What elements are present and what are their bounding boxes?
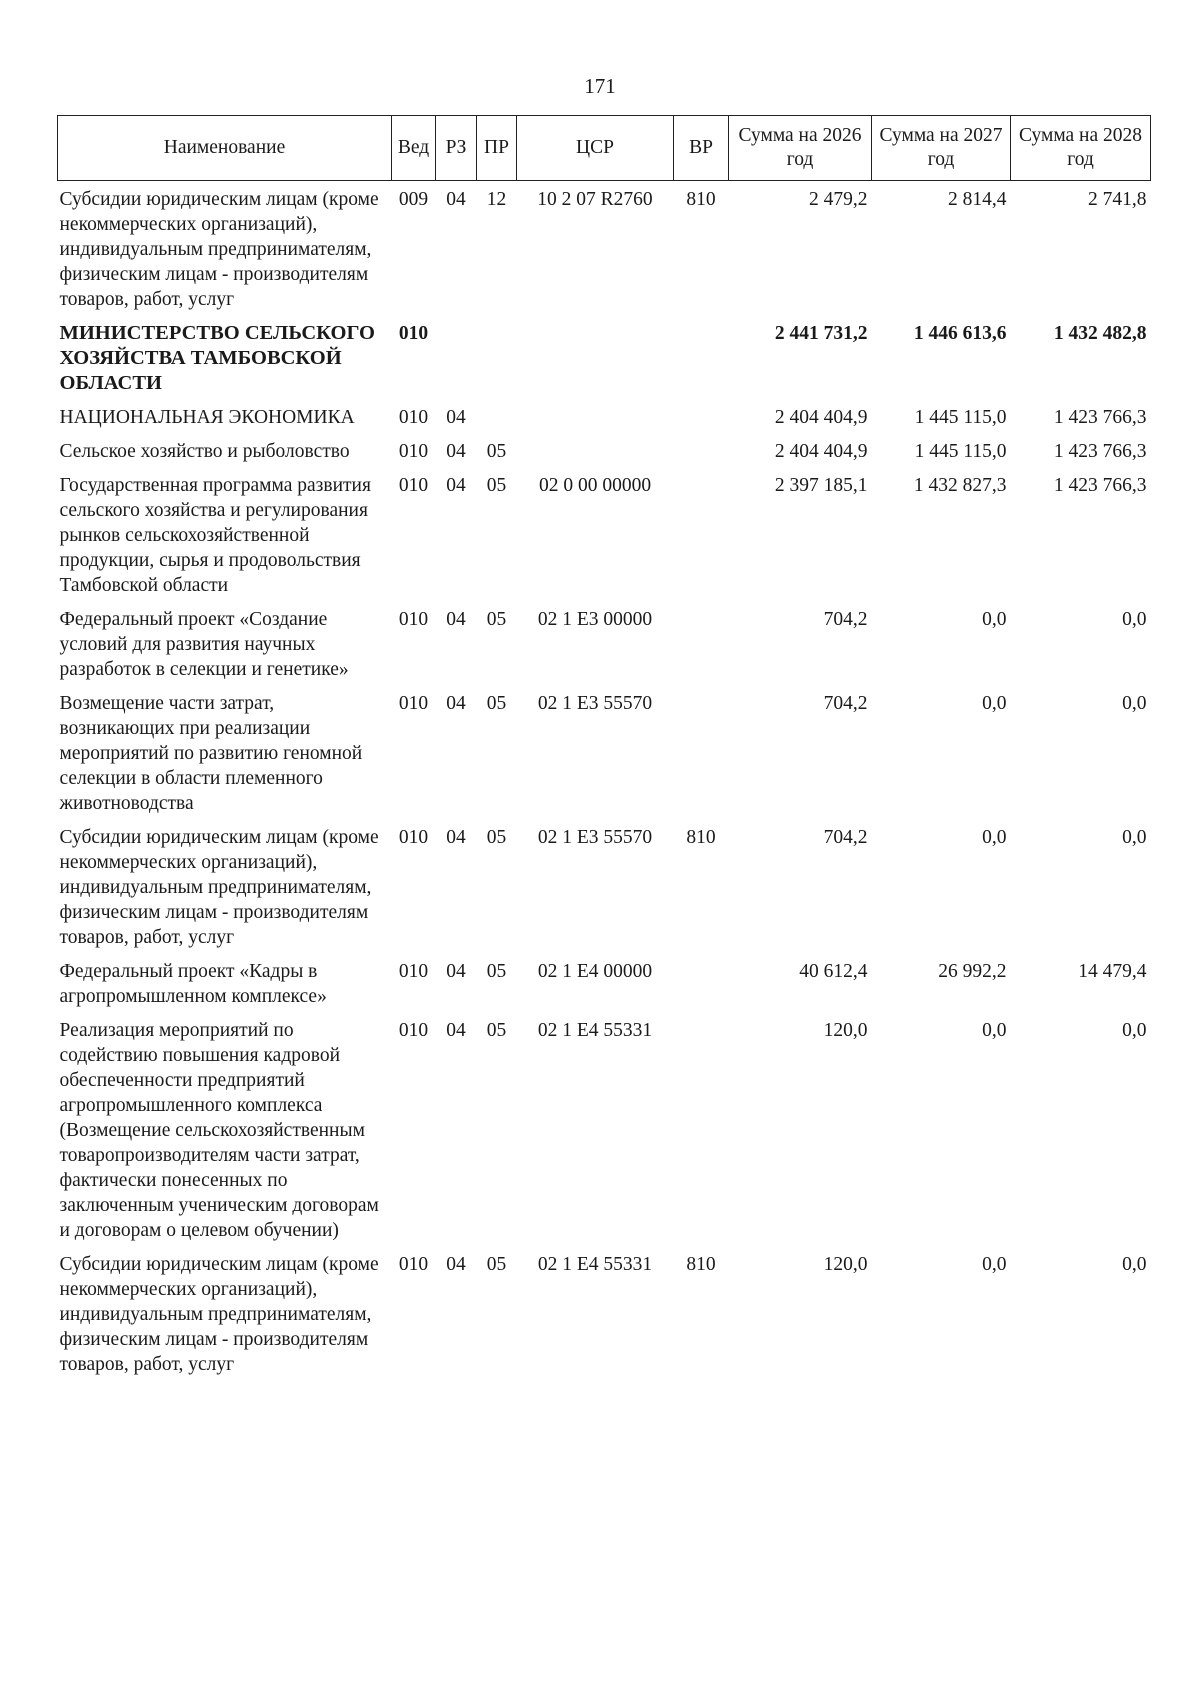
cell-rz: 04	[446, 475, 466, 496]
table-row	[58, 315, 1151, 399]
cell-rz: 04	[446, 189, 466, 210]
cell-name: Возмещение части затрат, возникающих при реализации мероприятий по развитию геномной селекции в области племенного животноводства	[59, 693, 363, 814]
table-row	[58, 953, 1151, 1012]
cell-sum-2027: 2 814,4	[948, 189, 1007, 210]
cell-vr	[674, 315, 729, 399]
header-sum-2026: Сумма на 2026 год	[729, 116, 872, 181]
cell-pr: 05	[486, 827, 507, 848]
cell-pr: 05	[486, 609, 507, 630]
cell-ved: 010	[398, 407, 429, 428]
cell-csr: 02 1 Е3 00000	[537, 609, 653, 630]
cell-sum-2028: 0,0	[1122, 609, 1147, 630]
cell-ved: 010	[398, 609, 429, 630]
table-row	[58, 819, 1151, 953]
cell-rz: 04	[446, 441, 466, 462]
cell-csr: 02 1 Е3 55570	[537, 693, 653, 714]
cell-ved: 010	[398, 961, 429, 982]
table-row	[58, 467, 1151, 601]
cell-rz	[436, 315, 477, 399]
cell-pr: 05	[486, 441, 507, 462]
cell-pr	[477, 315, 517, 399]
cell-vr	[674, 685, 729, 819]
cell-sum-2027: 1 445 115,0	[914, 407, 1007, 428]
cell-name: МИНИСТЕРСТВО СЕЛЬСКОГО ХОЗЯЙСТВА ТАМБОВСКОЙ ОБЛАСТИ	[59, 322, 375, 394]
table-row	[58, 1012, 1151, 1246]
cell-csr: 10 2 07 R2760	[537, 189, 653, 210]
cell-ved: 010	[398, 693, 429, 714]
cell-csr	[517, 399, 674, 433]
table-row	[58, 433, 1151, 467]
cell-sum-2028: 0,0	[1122, 827, 1147, 848]
cell-rz: 04	[446, 827, 466, 848]
header-name: Наименование	[58, 116, 392, 181]
cell-vr	[674, 467, 729, 601]
cell-sum-2026: 2 404 404,9	[774, 407, 868, 428]
table-header	[58, 116, 1151, 181]
cell-sum-2026: 704,2	[823, 827, 868, 848]
cell-name: Сельское хозяйство и рыболовство	[59, 441, 350, 462]
cell-sum-2027: 1 445 115,0	[914, 441, 1007, 462]
header-sum-2027: Сумма на 2027 год	[872, 116, 1011, 181]
cell-ved: 010	[398, 441, 429, 462]
cell-name: Федеральный проект «Кадры в агропромышленном комплексе»	[59, 961, 327, 1007]
cell-sum-2027: 26 992,2	[938, 961, 1007, 982]
cell-sum-2028: 14 479,4	[1078, 961, 1147, 982]
cell-sum-2026: 40 612,4	[799, 961, 868, 982]
cell-vr	[674, 399, 729, 433]
cell-csr: 02 1 Е4 00000	[537, 961, 653, 982]
header-vr: ВР	[674, 116, 729, 181]
header-rz: РЗ	[436, 116, 477, 181]
cell-sum-2027: 0,0	[982, 693, 1007, 714]
cell-vr	[674, 433, 729, 467]
cell-name: Субсидии юридическим лицам (кроме некоммерческих организаций), индивидуальным предпринимателям, физическим лицам - производителям товаров, работ, услуг	[59, 827, 379, 948]
cell-sum-2027: 1 446 613,6	[913, 323, 1007, 344]
cell-vr: 810	[686, 189, 716, 210]
cell-sum-2026: 120,0	[823, 1020, 868, 1041]
cell-ved: 010	[398, 1020, 429, 1041]
cell-sum-2028: 2 741,8	[1088, 189, 1147, 210]
cell-sum-2027: 0,0	[982, 827, 1007, 848]
table-body	[58, 181, 1151, 1381]
cell-pr	[477, 399, 517, 433]
budget-table	[57, 115, 1151, 1380]
cell-sum-2027: 1 432 827,3	[913, 475, 1007, 496]
cell-ved: 010	[398, 1254, 429, 1275]
cell-sum-2028: 0,0	[1122, 1020, 1147, 1041]
cell-name: НАЦИОНАЛЬНАЯ ЭКОНОМИКА	[59, 407, 355, 428]
cell-sum-2026: 120,0	[823, 1254, 868, 1275]
cell-sum-2027: 0,0	[982, 1254, 1007, 1275]
cell-sum-2028: 1 423 766,3	[1053, 407, 1147, 428]
header-ved: Вед	[392, 116, 436, 181]
cell-ved: 010	[398, 323, 429, 344]
cell-name: Реализация мероприятий по содействию повышения кадровой обеспеченности предприятий агропромышленного комплекса (Возмещение сельскохозяйственным товаропроизводителям части затрат, фактически понесенных по заключенным ученическим договорам и договорам о целевом обучении)	[59, 1020, 379, 1241]
cell-vr: 810	[686, 827, 716, 848]
cell-vr	[674, 953, 729, 1012]
table-row	[58, 181, 1151, 316]
cell-pr: 05	[486, 1020, 507, 1041]
cell-sum-2026: 2 479,2	[809, 189, 868, 210]
cell-vr: 810	[686, 1254, 716, 1275]
cell-name: Субсидии юридическим лицам (кроме некоммерческих организаций), индивидуальным предпринимателям, физическим лицам - производителям товаров, работ, услуг	[59, 1254, 379, 1375]
cell-name: Федеральный проект «Создание условий для развития научных разработок в селекции и генетике»	[59, 609, 349, 680]
cell-csr: 02 1 Е4 55331	[537, 1254, 653, 1275]
table-row	[58, 399, 1151, 433]
cell-rz: 04	[446, 407, 466, 428]
cell-ved: 009	[398, 189, 429, 210]
cell-pr: 05	[486, 475, 507, 496]
header-sum-2028: Сумма на 2028 год	[1011, 116, 1151, 181]
header-csr: ЦСР	[517, 116, 674, 181]
cell-rz: 04	[446, 961, 466, 982]
cell-sum-2028: 1 423 766,3	[1053, 475, 1147, 496]
page-number: 171	[584, 74, 616, 98]
cell-name: Государственная программа развития сельского хозяйства и регулирования рынков сельскохозяйственной продукции, сырья и продовольствия Тамбовской области	[59, 475, 371, 596]
cell-ved: 010	[398, 475, 429, 496]
table-row	[58, 1246, 1151, 1380]
cell-sum-2027: 0,0	[982, 609, 1007, 630]
cell-vr	[674, 1012, 729, 1246]
cell-sum-2026: 2 404 404,9	[774, 441, 868, 462]
table-row	[58, 685, 1151, 819]
cell-pr: 05	[486, 1254, 507, 1275]
cell-sum-2028: 0,0	[1122, 693, 1147, 714]
cell-pr: 05	[486, 693, 507, 714]
cell-sum-2028: 1 432 482,8	[1053, 323, 1147, 344]
cell-sum-2026: 704,2	[823, 609, 868, 630]
header-pr: ПР	[477, 116, 517, 181]
cell-csr: 02 0 00 00000	[538, 475, 652, 496]
cell-ved: 010	[398, 827, 429, 848]
cell-sum-2028: 0,0	[1122, 1254, 1147, 1275]
cell-csr	[517, 315, 674, 399]
cell-csr	[517, 433, 674, 467]
table-row	[58, 601, 1151, 685]
cell-sum-2026: 704,2	[823, 693, 868, 714]
cell-pr: 12	[486, 189, 507, 210]
cell-vr	[674, 601, 729, 685]
cell-csr: 02 1 Е3 55570	[537, 827, 653, 848]
cell-csr: 02 1 Е4 55331	[537, 1020, 653, 1041]
cell-sum-2026: 2 397 185,1	[774, 475, 868, 496]
cell-rz: 04	[446, 1020, 466, 1041]
cell-rz: 04	[446, 1254, 466, 1275]
cell-sum-2027: 0,0	[982, 1020, 1007, 1041]
cell-name: Субсидии юридическим лицам (кроме некоммерческих организаций), индивидуальным предпринимателям, физическим лицам - производителям товаров, работ, услуг	[59, 189, 379, 310]
cell-sum-2026: 2 441 731,2	[774, 323, 868, 344]
cell-sum-2028: 1 423 766,3	[1053, 441, 1147, 462]
cell-rz: 04	[446, 693, 466, 714]
cell-rz: 04	[446, 609, 466, 630]
cell-pr: 05	[486, 961, 507, 982]
header-row	[58, 116, 1151, 181]
